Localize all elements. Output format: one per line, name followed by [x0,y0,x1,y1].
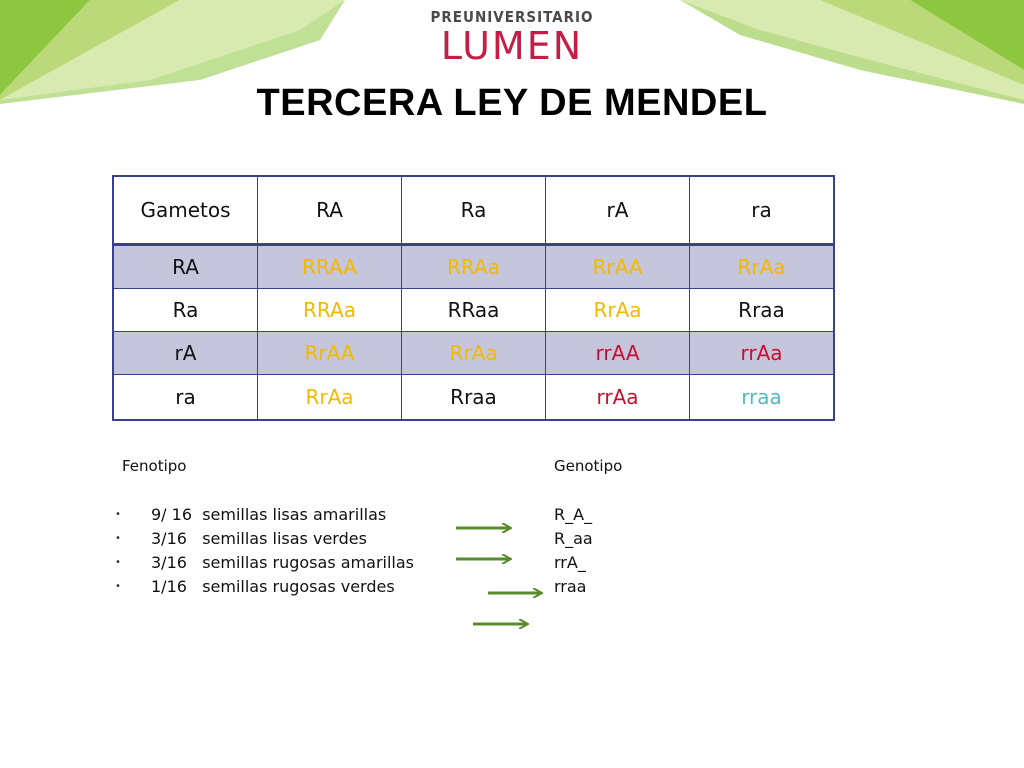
logo-brand: LUMEN [440,24,584,68]
logo-subtitle: PREUNIVERSITARIO [430,8,594,26]
bullet-icon: • [115,581,121,592]
gamete-cell: Ra [113,289,258,332]
lumen-logo [412,8,612,66]
table-row [113,289,834,332]
genotype-cell: RRAa [258,289,402,332]
genotipo-item: rraa [554,577,587,596]
genotipo-item: R_aa [554,529,593,548]
bullet-icon: • [115,557,121,568]
fenotipo-text: 3/16 semillas rugosas amarillas [151,553,414,572]
fenotipo-list [115,503,414,599]
genotype-cell: RrAa [690,245,835,289]
genotype-cell: RrAa [402,332,546,375]
table-row [113,332,834,375]
list-item [115,575,414,599]
slide-title: TERCERA LEY DE MENDEL [256,82,768,124]
gamete-cell: rA [113,332,258,375]
genotipo-item: R_A_ [554,505,593,524]
bullet-icon: • [115,533,121,544]
bullet-icon: • [115,509,121,520]
genotipo-item: rrA_ [554,553,586,572]
fenotipo-text: 3/16 semillas lisas verdes [151,529,367,548]
header-cell: ra [690,176,835,245]
table-header-row [113,176,834,245]
genotipo-list [554,503,593,599]
genotype-cell: RRAa [402,245,546,289]
header-cell: rA [546,176,690,245]
genotype-cell: RrAa [546,289,690,332]
list-item [115,551,414,575]
punnett-square-table [112,175,835,421]
genotype-cell: Rraa [690,289,835,332]
genotype-cell: rrAa [690,332,835,375]
genotype-cell: RrAa [258,375,402,421]
genotype-cell: RRaa [402,289,546,332]
header-cell: Gametos [113,176,258,245]
genotype-cell: rraa [690,375,835,421]
genotype-cell: RrAA [258,332,402,375]
genotype-cell: Rraa [402,375,546,421]
fenotipo-text: 9/ 16 semillas lisas amarillas [151,505,387,524]
fenotipo-heading: Fenotipo [122,457,187,475]
table-row [113,375,834,421]
table-row [113,245,834,289]
gamete-cell: ra [113,375,258,421]
genotype-cell: RrAA [546,245,690,289]
gamete-cell: RA [113,245,258,289]
genotype-cell: rrAa [546,375,690,421]
list-item [115,503,414,527]
genotype-cell: RRAA [258,245,402,289]
fenotipo-text: 1/16 semillas rugosas verdes [151,577,395,596]
genotipo-heading: Genotipo [554,457,623,475]
genotype-cell: rrAA [546,332,690,375]
list-item [115,527,414,551]
header-cell: Ra [402,176,546,245]
header-cell: RA [258,176,402,245]
